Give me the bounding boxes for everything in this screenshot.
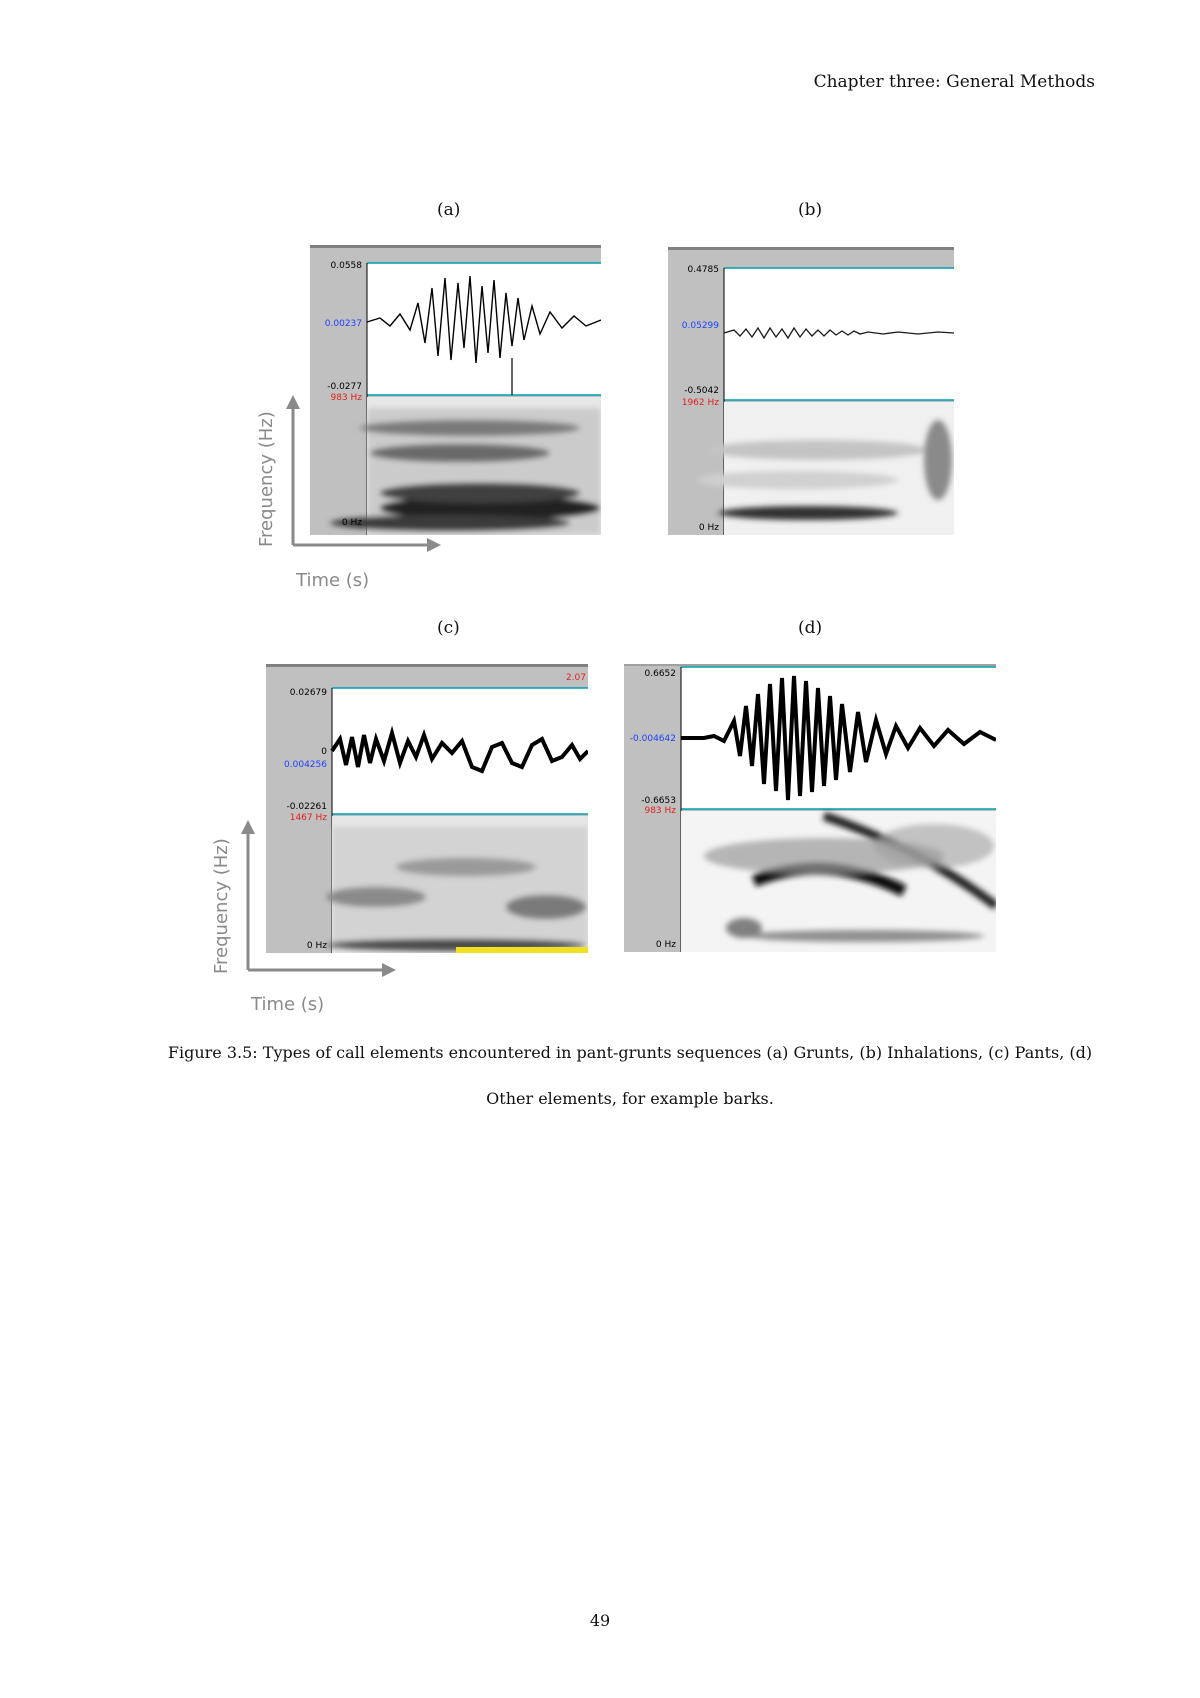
- tick-c-zero: 0: [321, 747, 327, 757]
- tick-c-corner: 2.07: [565, 673, 586, 683]
- tick-c-freq-bottom: 0 Hz: [306, 941, 327, 951]
- axis-arrows-top: [283, 395, 443, 555]
- figure-caption-line-1: Figure 3.5: Types of call elements encountered in pant-grunts sequences (a) Grunts, (b) Inhalations, (c) Pants, (d): [167, 1043, 1093, 1062]
- panel-label-b: (b): [798, 200, 823, 220]
- figure-caption: [160, 1030, 1100, 1122]
- panel-label-c: (c): [437, 618, 460, 638]
- tick-a-bottom: -0.0277: [327, 382, 362, 392]
- tick-d-freq-top: 983 Hz: [644, 806, 676, 816]
- tick-a-freq-top: 983 Hz: [330, 393, 362, 403]
- time-axis-label-top: Time (s): [296, 570, 370, 591]
- tick-d-mid: -0.004642: [629, 734, 676, 744]
- axis-arrows-bottom: [238, 820, 398, 980]
- tick-b-freq-top: 1962 Hz: [681, 398, 719, 408]
- tick-d-bottom: -0.6653: [641, 796, 676, 806]
- time-axis-label-bottom: Time (s): [251, 994, 325, 1015]
- tick-c-bottom: -0.02261: [286, 802, 327, 812]
- panel-d-spectrogram: [624, 664, 996, 952]
- figure-caption-line-2: Other elements, for example barks.: [486, 1089, 774, 1108]
- tick-c-top: 0.02679: [289, 688, 327, 698]
- tick-b-bottom: -0.5042: [684, 386, 719, 396]
- page-number: 49: [589, 1611, 611, 1630]
- running-header: Chapter three: General Methods: [813, 72, 1095, 92]
- panel-b-spectrogram: [668, 247, 954, 535]
- panel-label-d: (d): [798, 618, 823, 638]
- frequency-axis-label-bottom: Frequency (Hz): [211, 838, 232, 974]
- tick-d-top: 0.6652: [644, 669, 676, 679]
- tick-a-top: 0.0558: [330, 261, 362, 271]
- tick-b-top: 0.4785: [687, 265, 719, 275]
- tick-a-mid: 0.00237: [324, 319, 362, 329]
- tick-a-freq-bottom: 0 Hz: [341, 518, 362, 528]
- tick-c-mid: 0.004256: [284, 760, 327, 770]
- tick-c-freq-top: 1467 Hz: [289, 813, 327, 823]
- tick-b-freq-bottom: 0 Hz: [698, 523, 719, 533]
- frequency-axis-label-top: Frequency (Hz): [256, 411, 277, 547]
- tick-b-mid: 0.05299: [681, 321, 719, 331]
- tick-d-freq-bottom: 0 Hz: [655, 940, 676, 950]
- panel-label-a: (a): [437, 200, 461, 220]
